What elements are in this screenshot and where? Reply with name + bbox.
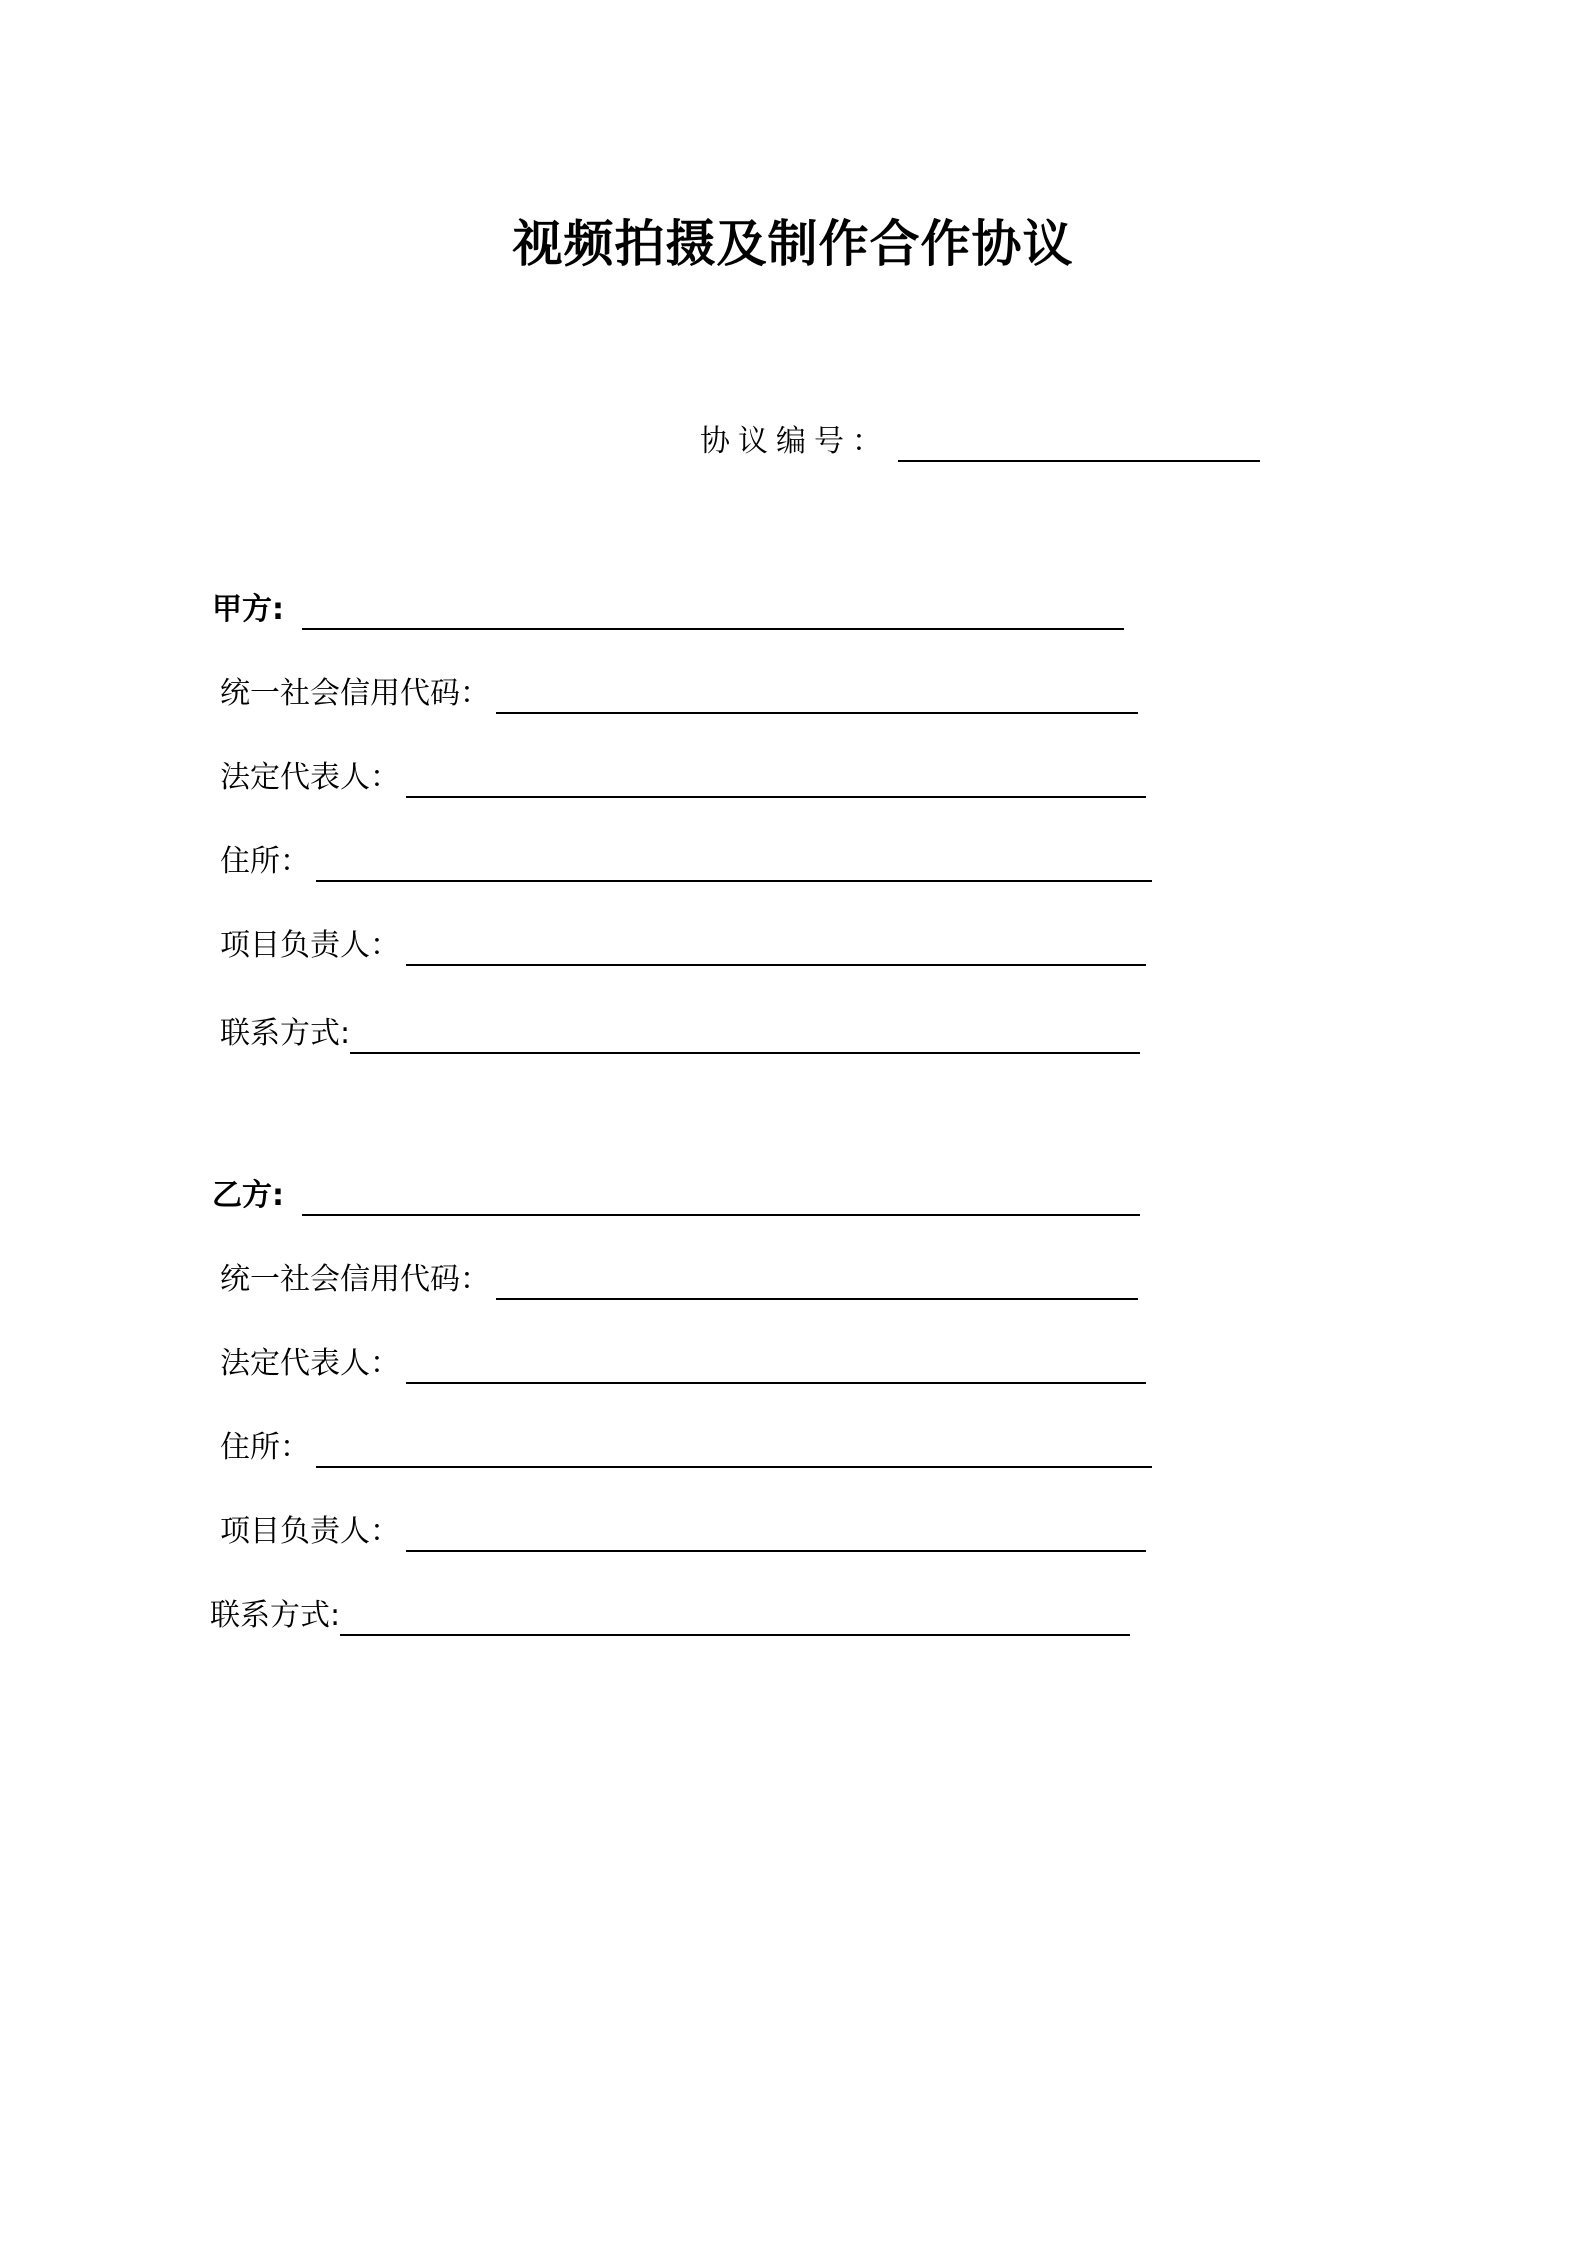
party-a-legal-rep-label: 法定代表人： — [220, 760, 400, 795]
party-b-address-row — [220, 1422, 1152, 1468]
party-b-contact-blank[interactable] — [340, 1594, 1130, 1636]
party-b-contact-row — [210, 1590, 1130, 1636]
party-a-address-row — [220, 836, 1152, 882]
party-b-credit-code-blank[interactable] — [496, 1258, 1138, 1300]
party-b-name-label: 乙方: — [212, 1178, 284, 1213]
party-a-contact-label: 联系方式: — [220, 1016, 351, 1051]
agreement-number-blank[interactable] — [898, 416, 1260, 462]
party-a-address-label: 住所： — [220, 844, 310, 879]
party-a-name-blank[interactable] — [302, 588, 1124, 630]
party-b-legal-rep-row — [220, 1338, 1146, 1384]
agreement-number-field — [700, 416, 1260, 462]
party-a-address-blank[interactable] — [316, 840, 1152, 882]
party-b-legal-rep-blank[interactable] — [406, 1342, 1146, 1384]
party-a-contact-blank[interactable] — [350, 1012, 1140, 1054]
party-b-project-lead-row — [220, 1506, 1146, 1552]
party-b-legal-rep-label: 法定代表人： — [220, 1346, 400, 1381]
party-a-legal-rep-blank[interactable] — [406, 756, 1146, 798]
party-b-project-lead-label: 项目负责人： — [220, 1514, 400, 1549]
page-title: 视频拍摄及制作合作协议 — [512, 215, 1074, 273]
party-a-credit-code-label: 统一社会信用代码： — [220, 676, 490, 711]
party-a-contact-row — [220, 1008, 1140, 1054]
party-b-address-blank[interactable] — [316, 1426, 1152, 1468]
party-b-credit-code-row — [220, 1254, 1138, 1300]
party-b-name-row — [212, 1170, 1140, 1216]
party-b-credit-code-label: 统一社会信用代码： — [220, 1262, 490, 1297]
party-b-project-lead-blank[interactable] — [406, 1510, 1146, 1552]
party-b-contact-label: 联系方式: — [210, 1598, 341, 1633]
party-b-name-blank[interactable] — [302, 1174, 1140, 1216]
agreement-number-label: 协议编号： — [700, 424, 890, 459]
party-b-address-label: 住所： — [220, 1430, 310, 1465]
party-a-project-lead-row — [220, 920, 1146, 966]
party-a-credit-code-blank[interactable] — [496, 672, 1138, 714]
party-a-credit-code-row — [220, 668, 1138, 714]
party-a-name-row — [212, 584, 1124, 630]
party-a-project-lead-blank[interactable] — [406, 924, 1146, 966]
party-a-legal-rep-row — [220, 752, 1146, 798]
party-a-project-lead-label: 项目负责人： — [220, 928, 400, 963]
party-a-name-label: 甲方: — [212, 592, 284, 627]
